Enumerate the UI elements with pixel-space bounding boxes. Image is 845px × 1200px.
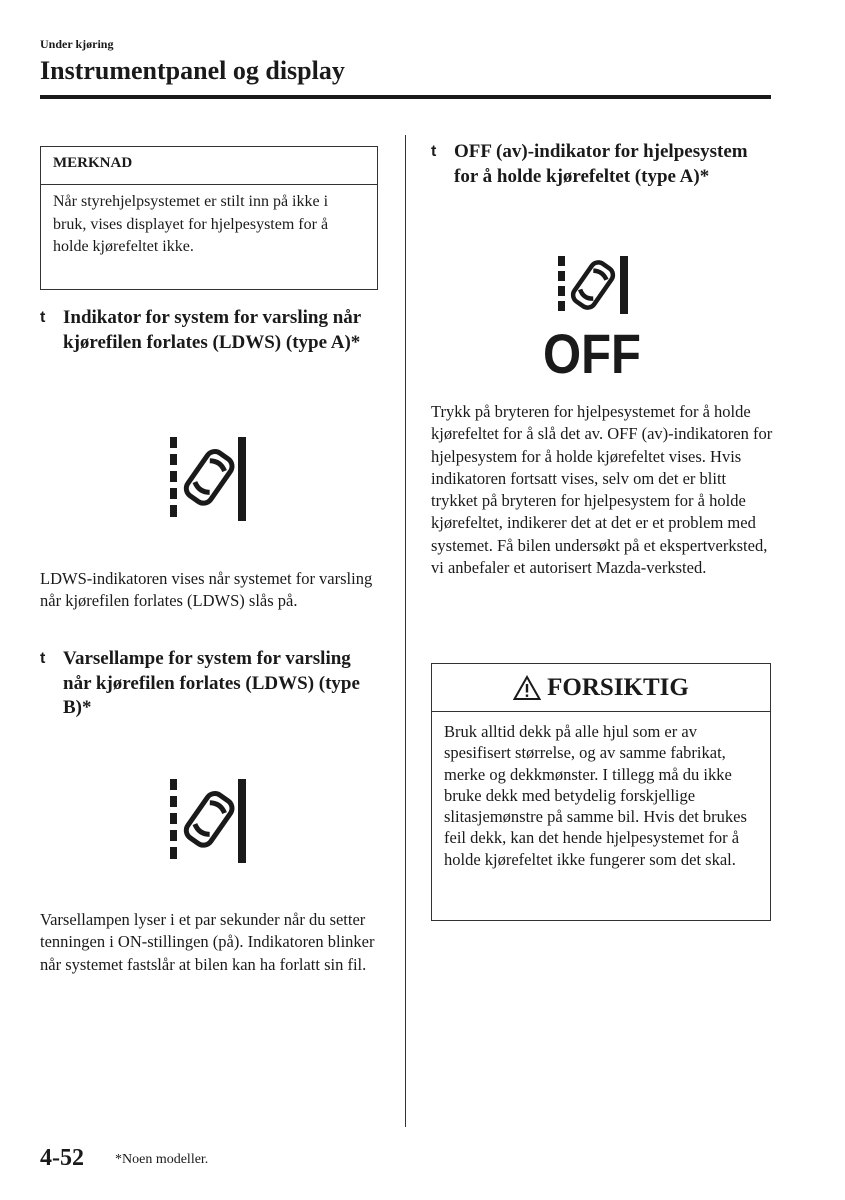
ldws-indicator-heading-text: Indikator for system for varsling når kjørefilen forlates (LDWS) (type A)*: [63, 307, 361, 353]
ldws-indicator-heading: [40, 306, 380, 355]
column-divider: [405, 135, 406, 1127]
bullet-marker: t: [40, 309, 46, 326]
page-title: Instrumentpanel og display: [40, 56, 345, 85]
ldws-indicator-text: LDWS-indikatoren vises når systemet for varsling når kjørefilen forlates (LDWS) slås på.: [40, 569, 373, 611]
bullet-marker: t: [431, 143, 437, 160]
lane-keep-off-text: Trykk på bryteren for hjelpesystemet for å holde kjørefeltet for å slå det av. OFF (av)-indikatoren for hjelpesystem for å holde kjørefeltet vises. Hvis indikatoren fortsatt vises, selv om det er blitt trykket på bryteren for hjelpesystem for å holde kjørefeltet, indikerer det at det er et problem med systemet. Få bilen undersøkt på et ekspertverksted, vi anbefaler et autorisert Mazda-verksted.: [431, 402, 773, 578]
lane-departure-icon: [164, 775, 254, 867]
caution-heading: FORSIKTIG: [547, 673, 689, 701]
lane-keep-off-heading: [431, 140, 771, 189]
warning-triangle-icon: [513, 675, 541, 701]
page-number: 4-52: [40, 1145, 84, 1171]
title-rule: [40, 95, 771, 99]
caution-body: Bruk alltid dekk på alle hjul som er av spesifisert størrelse, og av samme fabrikat, merke og dekkmønster. I tillegg må du ikke bruke dekk med betydelig forskjellige slitasjemønstre på samme bil. Hvis det brukes feil dekk, kan det hende hjelpesystemet for å holde kjørefeltet ikke fungerer som det skal.: [444, 722, 747, 869]
ldws-warning-text: Varsellampen lyser i et par sekunder når du setter tenningen i ON-stillingen (på). Indikatoren blinker når systemet fastslår at bilen kan ha forlatt sin fil.: [40, 910, 375, 974]
ldws-warning-heading-text: Varsellampe for system for varsling når kjørefilen forlates (LDWS) (type B)*: [63, 648, 360, 718]
note-heading: MERKNAD: [41, 147, 377, 185]
lane-departure-icon: [164, 433, 254, 525]
bullet-marker: t: [40, 650, 46, 667]
footnote: *Noen modeller.: [115, 1152, 209, 1167]
caution-box: [431, 663, 771, 921]
off-label: OFF: [543, 322, 641, 378]
section-label: Under kjøring: [40, 37, 114, 51]
caution-header: [432, 664, 770, 712]
note-body: Når styrehjelpsystemet er stilt inn på ikke i bruk, vises displayet for hjelpesystem for å holde kjørefeltet ikke.: [53, 193, 329, 255]
lane-keep-off-icon: [540, 252, 644, 378]
lane-keep-off-heading-text: OFF (av)-indikator for hjelpesystem for å holde kjørefeltet (type A)*: [454, 141, 748, 187]
ldws-warning-heading: [40, 647, 380, 721]
note-box: [40, 146, 378, 290]
